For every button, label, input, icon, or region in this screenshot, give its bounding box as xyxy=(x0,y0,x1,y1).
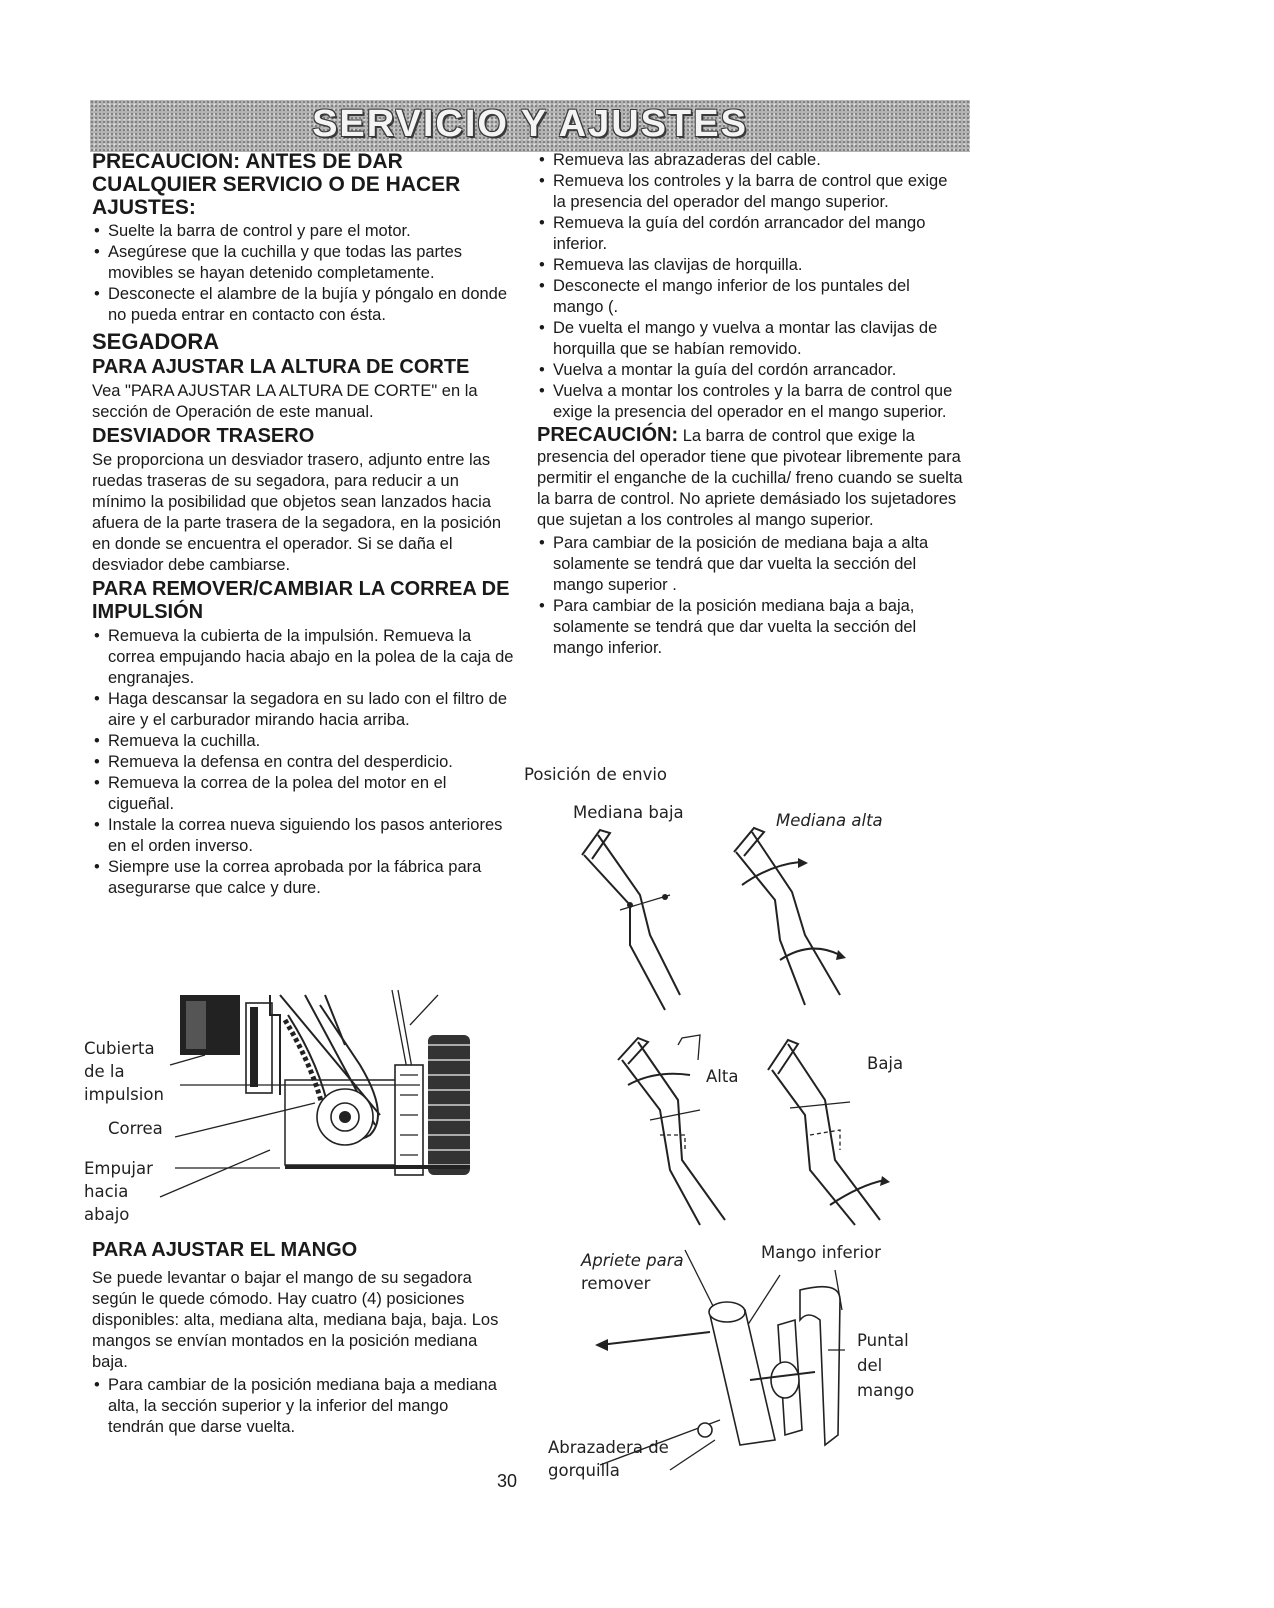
handle-mediana-alta-figure xyxy=(720,820,870,1020)
right-column xyxy=(537,150,963,659)
steps-list xyxy=(537,150,963,423)
label-puntal: Puntal xyxy=(857,1331,909,1350)
list-item: • Desconecte el alambre de la bujía y póngalo en donde no pueda entrar en contacto con ésta. xyxy=(92,284,514,326)
handle-mediana-baja-figure xyxy=(570,825,720,1015)
list-item: • Instale la correa nueva siguiendo los pasos anteriores en el orden inverso. xyxy=(92,815,514,857)
list-item: • Remueva la guía del cordón arrancador del mango inferior. xyxy=(537,213,963,255)
label-impulsion: impulsion xyxy=(84,1085,164,1104)
label-correa: Correa xyxy=(108,1119,163,1138)
list-item: • Remueva los controles y la barra de control que exige la presencia del operador del mango superior. xyxy=(537,171,963,213)
drive-belt-figure xyxy=(160,985,490,1215)
mango-text: Se puede levantar o bajar el mango de su segadora según le quede cómodo. Hay cuatro (4) posiciones disponibles: alta, mediana alta, mediana baja, baja. Los mangos se envían montados en la posición mediana baja. xyxy=(92,1269,499,1371)
list-item: • Remueva la defensa en contra del desperdicio. xyxy=(92,752,514,773)
label-mediana-baja: Mediana baja xyxy=(573,803,684,822)
list-item: • Vuelva a montar la guía del cordón arrancador. xyxy=(537,360,963,381)
list-item: • Remueva las abrazaderas del cable. xyxy=(537,150,963,171)
label-cubierta: Cubierta xyxy=(84,1039,155,1058)
list-item: • Para cambiar de la posición mediana baja a mediana alta, la sección superior y la inferior del mango tendrán que darse vuelta. xyxy=(92,1375,504,1438)
list-item: • Desconecte el mango inferior de los puntales del mango (. xyxy=(537,276,963,318)
label-remover: remover xyxy=(581,1274,651,1293)
label-mediana-alta: Mediana alta xyxy=(776,811,883,830)
list-item: • Para cambiar de la posición de mediana baja a alta solamente se tendrá que dar vuelta la sección del mango superior . xyxy=(537,533,963,596)
label-de-la: de la xyxy=(84,1062,125,1081)
label-posicion-envio: Posición de envio xyxy=(524,765,668,784)
altura-heading: PARA AJUSTAR LA ALTURA DE CORTE xyxy=(92,356,470,378)
correa-heading: PARA REMOVER/CAMBIAR LA CORREA DE IMPULSIÓN xyxy=(92,578,510,623)
handle-alta-figure xyxy=(610,1030,750,1230)
label-empujar: Empujar xyxy=(84,1159,153,1178)
label-baja: Baja xyxy=(867,1054,904,1073)
list-item: • Siempre use la correa aprobada por la fábrica para asegurarse que calce y dure. xyxy=(92,857,514,899)
mango-list xyxy=(92,1375,504,1438)
page-number: 30 xyxy=(497,1471,518,1491)
precaution-text: La barra de control que exige la presencia del operador tiene que pivotear libremente para permitir el enganche de la cuchilla/ freno cuando se suelta la barra de control. No apriete demásiado los sujetadores que sujetan a los controles al mango superior. xyxy=(537,427,963,529)
precaution-heading: PRECAUCION: ANTES DE DAR CUALQUIER SERVICIO O DE HACER AJUSTES: xyxy=(92,150,461,219)
label-apriete: Apriete para xyxy=(581,1251,684,1270)
list-item: • Haga descansar la segadora en su lado con el filtro de aire y el carburador mirando hacia arriba. xyxy=(92,689,514,731)
list-item: • Para cambiar de la posición mediana baja a baja, solamente se tendrá que dar vuelta la sección del mango inferior. xyxy=(537,596,963,659)
list-item: • Vuelva a montar los controles y la barra de control que exige la presencia del operador en el mango superior. xyxy=(537,381,963,423)
mango-heading: PARA AJUSTAR EL MANGO xyxy=(92,1239,358,1261)
desviador-heading: DESVIADOR TRASERO xyxy=(92,425,315,447)
label-mango-inferior: Mango inferior xyxy=(761,1243,881,1262)
handle-baja-figure xyxy=(760,1030,910,1230)
list-item: • Remueva la cuchilla. xyxy=(92,731,514,752)
section-title: SERVICIO Y AJUSTES xyxy=(312,103,748,145)
altura-text: Vea "PARA AJUSTAR LA ALTURA DE CORTE" en la sección de Operación de este manual. xyxy=(92,382,478,421)
left-column xyxy=(92,150,514,899)
list-item: • De vuelta el mango y vuelva a montar las clavijas de horquilla que se habían removido. xyxy=(537,318,963,360)
label-gorquilla: gorquilla xyxy=(548,1461,620,1480)
list-item: • Asegúrese que la cuchilla y que todas las partes movibles se hayan detenido completamente. xyxy=(92,242,514,284)
list-item: • Remueva la cubierta de la impulsión. Remueva la correa empujando hacia abajo en la polea de la caja de engranajes. xyxy=(92,626,514,689)
segadora-heading: SEGADORA xyxy=(92,329,220,354)
label-mango: mango xyxy=(857,1381,915,1400)
label-del: del xyxy=(857,1356,883,1375)
list-item: • Remueva la correa de la polea del motor en el cigueñal. xyxy=(92,773,514,815)
mango-section xyxy=(92,1237,504,1438)
list-item: • Remueva las clavijas de horquilla. xyxy=(537,255,963,276)
label-abrazadera: Abrazadera de xyxy=(548,1438,669,1457)
precaution-list xyxy=(92,221,514,326)
section-banner xyxy=(90,100,970,152)
list-item: • Suelte la barra de control y pare el motor. xyxy=(92,221,514,242)
correa-list xyxy=(92,626,514,899)
label-alta: Alta xyxy=(706,1067,739,1086)
label-hacia: hacia xyxy=(84,1182,129,1201)
precaution-label: PRECAUCIÓN: xyxy=(537,424,679,446)
label-abajo: abajo xyxy=(84,1205,130,1224)
precaution-paragraph xyxy=(537,425,963,531)
position-list xyxy=(537,533,963,659)
desviador-text: Se proporciona un desviador trasero, adjunto entre las ruedas traseras de su segadora, para reducir a un mínimo la posibilidad que objetos sean lanzados hacia afuera de la parte trasera de la segadora, en la posición en donde se encuentra el operador. Si se daña el desviador debe cambiarse. xyxy=(92,451,502,574)
